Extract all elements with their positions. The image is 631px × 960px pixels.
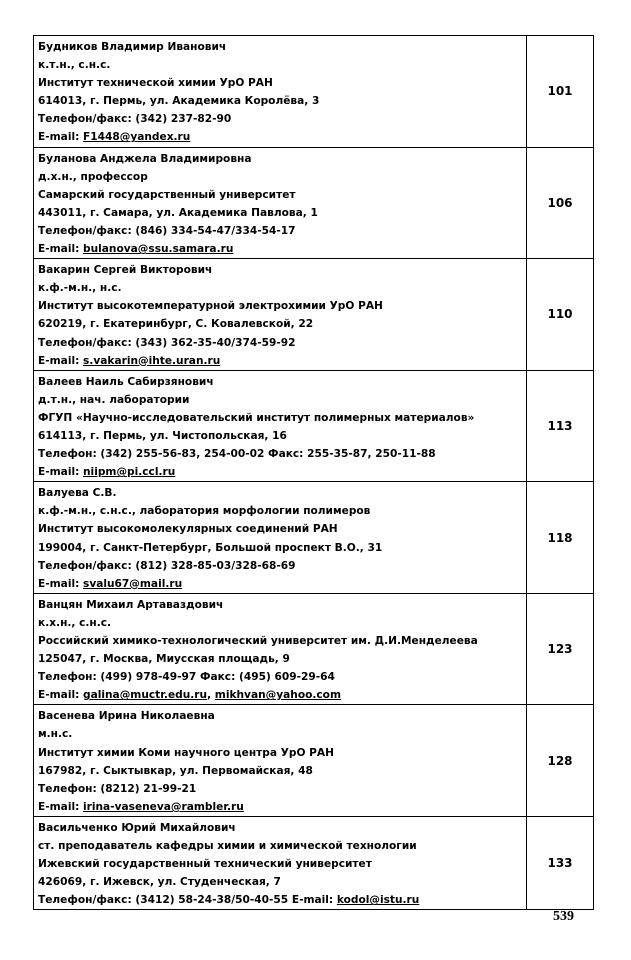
page-reference: 118 (527, 482, 594, 594)
author-detail-line: 199004, г. Санкт-Петербург, Большой проспект В.О., 31 (38, 541, 383, 554)
author-detail-line: Телефон: (8212) 21-99-21 (38, 782, 197, 795)
email-link[interactable]: galina@muctr.edu.ru (83, 689, 208, 702)
author-row (34, 259, 594, 371)
author-detail-line: д.х.н., профессор (38, 170, 148, 183)
contact-prefix: E-mail: (38, 577, 84, 590)
author-detail-line: Телефон/факс: (342) 237-82-90 (38, 113, 232, 126)
contact-line (38, 798, 526, 816)
author-row (34, 816, 594, 909)
author-row (34, 705, 594, 817)
author-name: Валеев Наиль Сабирзянович (38, 375, 214, 388)
author-detail-line: Ижевский государственный технический университет (38, 858, 372, 871)
page-reference: 113 (527, 370, 594, 482)
authors-table-body (34, 36, 594, 910)
author-detail-line: ФГУП «Научно-исследовательский институт полимерных материалов» (38, 411, 475, 424)
contact-prefix: E-mail: (38, 800, 84, 813)
author-row (34, 370, 594, 482)
email-link[interactable]: irina-vaseneva@rambler.ru (83, 800, 244, 813)
author-detail-line: Самарский государственный университет (38, 188, 296, 201)
author-info-cell (34, 816, 527, 909)
page-reference: 133 (527, 816, 594, 909)
author-detail-line: 426069, г. Ижевск, ул. Студенческая, 7 (38, 876, 281, 889)
contact-line (38, 128, 526, 146)
contact-prefix: E-mail: (38, 466, 84, 479)
author-detail-line: 620219, г. Екатеринбург, С. Ковалевской, 22 (38, 318, 314, 331)
author-row (34, 36, 594, 148)
contact-line (38, 352, 526, 370)
author-name: Валуева С.В. (38, 487, 117, 500)
contact-line (38, 463, 526, 481)
contact-prefix: E-mail: (38, 243, 84, 256)
author-detail-line: Телефон: (342) 255-56-83, 254-00-02 Факс: 255-35-87, 250-11-88 (38, 448, 436, 461)
author-detail-line: 443011, г. Самара, ул. Академика Павлова, 1 (38, 206, 318, 219)
author-info-cell (34, 482, 527, 594)
contact-prefix: E-mail: (38, 131, 84, 144)
author-detail-line: Институт химии Коми научного центра УрО РАН (38, 746, 334, 759)
author-detail-line: м.н.с. (38, 728, 73, 741)
author-detail-line: Телефон/факс: (812) 328-85-03/328-68-69 (38, 559, 296, 572)
author-info-cell (34, 593, 527, 705)
page-reference: 128 (527, 705, 594, 817)
author-detail-line: д.т.н., нач. лаборатории (38, 393, 190, 406)
authors-table (33, 35, 594, 910)
contact-line (38, 891, 526, 909)
email-link[interactable]: mikhvan@yahoo.com (214, 689, 342, 702)
author-row (34, 593, 594, 705)
page-reference: 110 (527, 259, 594, 371)
author-detail-line: 167982, г. Сыктывкар, ул. Первомайская, 48 (38, 764, 313, 777)
author-detail-line: к.х.н., с.н.с. (38, 616, 112, 629)
contact-prefix: E-mail: (38, 354, 84, 367)
author-info-cell (34, 36, 527, 148)
author-detail-line: к.ф.-м.н., н.с. (38, 282, 122, 295)
email-separator: , (207, 689, 215, 702)
email-link[interactable]: bulanova@ssu.samara.ru (83, 243, 234, 256)
email-link[interactable]: svalu67@mail.ru (83, 577, 183, 590)
author-name: Васильченко Юрий Михайлович (38, 821, 236, 834)
page-number: 539 (553, 909, 574, 924)
author-info-cell (34, 147, 527, 259)
email-link[interactable]: s.vakarin@ihte.uran.ru (83, 354, 221, 367)
author-detail-line: 614113, г. Пермь, ул. Чистопольская, 16 (38, 429, 287, 442)
author-detail-line: Российский химико-технологический университет им. Д.И.Менделеева (38, 635, 478, 647)
author-detail-line: Телефон/факс: (846) 334-54-47/334-54-17 (38, 224, 296, 237)
author-detail-line: Институт высокомолекулярных соединений РАН (38, 523, 338, 536)
author-detail-line: к.ф.-м.н., с.н.с., лаборатория морфологии полимеров (38, 505, 371, 518)
author-info-cell (34, 705, 527, 817)
author-info-cell (34, 259, 527, 371)
author-name: Буланова Анджела Владимировна (38, 152, 252, 165)
author-detail-line: Телефон: (499) 978-49-97 Факс: (495) 609-29-64 (38, 671, 335, 684)
email-link[interactable]: kodol@istu.ru (336, 894, 420, 907)
author-detail-line: 125047, г. Москва, Миусская площадь, 9 (38, 653, 290, 666)
author-name: Ванцян Михаил Артаваздович (38, 598, 224, 611)
email-link[interactable]: niipm@pi.ccl.ru (83, 466, 176, 479)
author-detail-line: Институт высокотемпературной электрохимии УрО РАН (38, 300, 383, 313)
author-name: Васенева Ирина Николаевна (38, 710, 215, 723)
contact-line (38, 686, 526, 704)
contact-line (38, 575, 526, 593)
author-detail-line: 614013, г. Пермь, ул. Академика Королёва, 3 (38, 95, 320, 108)
author-detail-line: Институт технической химии УрО РАН (38, 77, 273, 90)
author-detail-line: Телефон/факс: (343) 362-35-40/374-59-92 (38, 336, 296, 349)
page-reference: 101 (527, 36, 594, 148)
author-detail-line: ст. преподаватель кафедры химии и химической технологии (38, 840, 417, 853)
author-row (34, 482, 594, 594)
author-detail-line: к.т.н., с.н.с. (38, 59, 111, 72)
page-reference: 106 (527, 147, 594, 259)
author-name: Вакарин Сергей Викторович (38, 264, 213, 277)
page-reference: 123 (527, 593, 594, 705)
contact-prefix: Телефон/факс: (3412) 58-24-38/50-40-55 E-mail: (38, 894, 337, 907)
contact-line (38, 240, 526, 258)
email-link[interactable]: F1448@yandex.ru (83, 131, 191, 144)
author-info-cell (34, 370, 527, 482)
author-name: Будников Владимир Иванович (38, 41, 227, 53)
contact-prefix: E-mail: (38, 689, 84, 702)
author-row (34, 147, 594, 259)
